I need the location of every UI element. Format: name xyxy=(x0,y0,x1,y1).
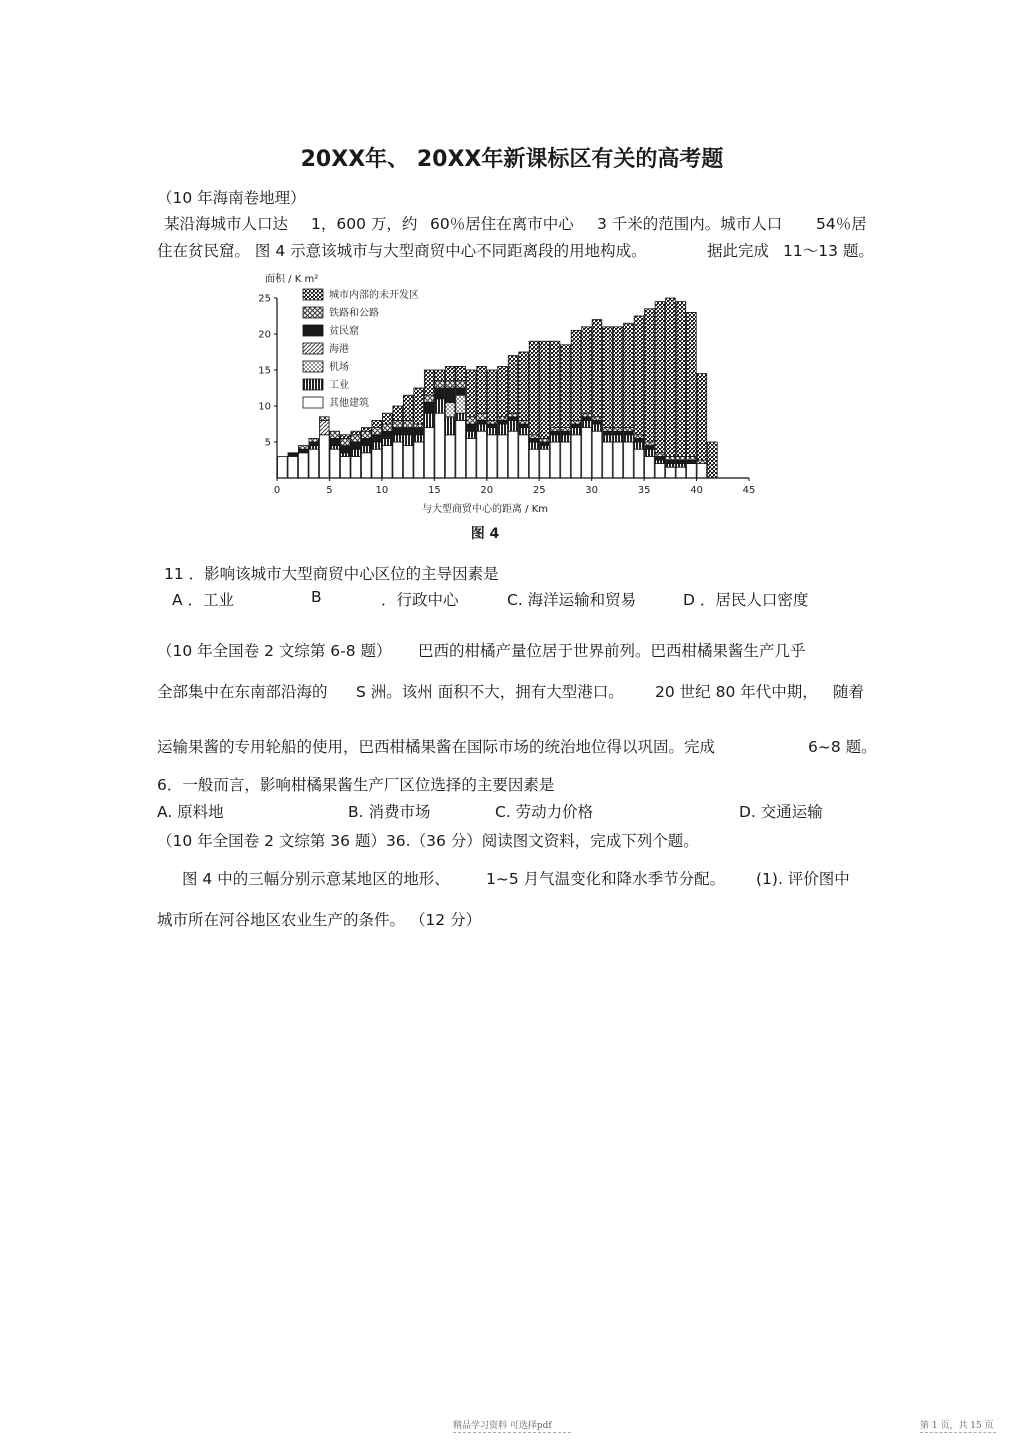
bar-segment xyxy=(435,370,445,381)
bar-segment xyxy=(330,449,340,478)
bar-segment xyxy=(540,446,550,450)
bar-segment xyxy=(477,431,487,478)
bar-segment xyxy=(519,352,529,420)
bar-segment xyxy=(708,442,718,478)
bar-segment xyxy=(676,464,686,468)
y-tick-label: 25 xyxy=(258,293,271,305)
bar-segment xyxy=(424,395,434,402)
bar-segment xyxy=(351,442,361,449)
bar-segment xyxy=(697,464,707,478)
bar-segment xyxy=(624,442,634,478)
bar-segment xyxy=(571,330,581,420)
legend-swatch xyxy=(303,307,323,318)
bar-segment xyxy=(592,420,602,424)
legend-swatch xyxy=(303,325,323,336)
bar-segment xyxy=(340,456,350,478)
bar-segment xyxy=(655,464,665,478)
bar-segment xyxy=(288,453,298,457)
bar-segment xyxy=(571,424,581,428)
q11-option-d: D ．居民人口密度 xyxy=(683,591,809,609)
bar-segment xyxy=(676,456,686,460)
bar-segment xyxy=(603,435,613,442)
bar-segment xyxy=(361,446,371,453)
bar-segment xyxy=(561,428,571,432)
x-tick-label: 25 xyxy=(532,485,546,496)
bar-segment xyxy=(666,460,676,464)
bar-segment xyxy=(624,435,634,442)
bar-segment xyxy=(340,446,350,453)
bar-segment xyxy=(456,413,466,420)
footer-right-rule xyxy=(920,1432,996,1433)
bar-segment xyxy=(477,424,487,431)
bar-segment xyxy=(351,449,361,456)
bar-segment xyxy=(561,431,571,435)
bar-segment xyxy=(529,435,539,439)
legend-label: 机场 xyxy=(329,362,349,373)
bar-segment xyxy=(340,438,350,445)
q6-passage: 全部集中在东南部沿海的 xyxy=(157,683,328,701)
bar-segment xyxy=(645,456,655,478)
bar-segment xyxy=(393,406,403,420)
bar-segment xyxy=(456,388,466,395)
bar-segment xyxy=(361,453,371,478)
bar-segment xyxy=(498,420,508,424)
bar-segment xyxy=(519,428,529,435)
bar-segment xyxy=(550,431,560,435)
q1-text: 据此完成 xyxy=(707,242,770,260)
bar-segment xyxy=(498,417,508,421)
bar-segment xyxy=(550,428,560,432)
x-axis-label: 与大型商贸中心的距离 / Km xyxy=(421,504,549,515)
bar-segment xyxy=(382,438,392,445)
bar-segment xyxy=(445,435,455,478)
bar-segment xyxy=(456,395,466,413)
bar-segment xyxy=(340,435,350,439)
page-title: 20XX年、 20XX年新课标区有关的高考题 xyxy=(300,147,724,172)
bar-segment xyxy=(666,456,676,460)
legend-swatch xyxy=(303,343,323,354)
q1-text: 某沿海城市人口达 xyxy=(164,215,289,233)
bar-segment xyxy=(582,428,592,478)
bar-segment xyxy=(487,428,497,435)
bar-segment xyxy=(456,420,466,478)
bar-segment xyxy=(372,449,382,478)
bar-segment xyxy=(382,424,392,431)
bar-segment xyxy=(655,453,665,457)
bar-segment xyxy=(393,428,403,435)
bar-segment xyxy=(445,388,455,402)
q6-stem: 6．一般而言，影响柑橘果酱生产厂区位选择的主要因素是 xyxy=(157,776,555,794)
q6-passage: 随着 xyxy=(833,683,865,701)
bar-segment xyxy=(298,449,308,453)
y-axis-label: 面积 / K m² xyxy=(265,274,319,285)
bar-segment xyxy=(319,420,329,434)
bar-segment xyxy=(645,442,655,446)
bar-segment xyxy=(687,456,697,460)
bar-segment xyxy=(435,388,445,399)
q6-passage: 6~8 题。 xyxy=(808,738,877,756)
legend-swatch xyxy=(303,379,323,390)
bar-segment xyxy=(519,435,529,478)
legend-label: 城市内部的未开发区 xyxy=(329,290,419,301)
bar-segment xyxy=(466,424,476,431)
bar-segment xyxy=(624,428,634,432)
legend-label: 其他建筑 xyxy=(329,398,369,409)
bar-segment xyxy=(550,341,560,427)
bar-segment xyxy=(529,438,539,442)
bar-segment xyxy=(487,370,497,420)
bar-segment xyxy=(403,446,413,478)
bar-segment xyxy=(424,413,434,427)
y-tick-label: 10 xyxy=(258,401,271,413)
bar-segment xyxy=(550,435,560,442)
bar-segment xyxy=(351,435,361,442)
bar-segment xyxy=(592,431,602,478)
x-tick-label: 15 xyxy=(427,485,441,496)
bar-segment xyxy=(278,456,288,478)
bar-segment xyxy=(414,388,424,424)
bar-segment xyxy=(309,449,319,478)
q6-passage: 运输果酱的专用轮船的使用，巴西柑橘果酱在国际市场的统治地位得以巩固。完成 xyxy=(157,738,716,756)
bar-segment xyxy=(550,442,560,478)
q1-text: 60％居住在离市中心 xyxy=(430,215,574,233)
bar-segment xyxy=(372,420,382,427)
q1-text: 住在贫民窟。 图 4 示意该城市与大型商贸中心不同距离段的用地构成。 xyxy=(157,242,647,260)
q1-source: （10 年海南卷地理） xyxy=(157,189,306,207)
bar-segment xyxy=(687,312,697,456)
bar-segment xyxy=(372,442,382,449)
bar-segment xyxy=(624,323,634,427)
bar-segment xyxy=(393,420,403,427)
bar-segment xyxy=(466,431,476,438)
bar-segment xyxy=(540,341,550,438)
bar-segment xyxy=(697,460,707,464)
bar-segment xyxy=(508,431,518,478)
bar-segment xyxy=(634,435,644,439)
bar-segment xyxy=(613,428,623,432)
bar-segment xyxy=(372,428,382,435)
bar-segment xyxy=(666,464,676,468)
bar-segment xyxy=(330,446,340,450)
q6-passage: S 洲。该州 面积不大，拥有大型港口。 xyxy=(356,683,624,701)
q11-option-b-letter: B xyxy=(311,588,322,606)
footer-page-number: 第 1 页，共 15 页 xyxy=(920,1421,994,1431)
bar-segment xyxy=(309,438,319,442)
bar-segment xyxy=(645,309,655,442)
bar-segment xyxy=(382,431,392,438)
bar-segment xyxy=(414,428,424,435)
bar-segment xyxy=(477,413,487,420)
bar-segment xyxy=(445,381,455,388)
bar-segment xyxy=(424,428,434,478)
bar-segment xyxy=(613,435,623,442)
bar-segment xyxy=(603,431,613,435)
bar-segment xyxy=(466,438,476,478)
bar-segment xyxy=(676,460,686,464)
bar-segment xyxy=(477,366,487,413)
bar-segment xyxy=(487,420,497,424)
bar-segment xyxy=(298,453,308,478)
bar-segment xyxy=(414,442,424,478)
q36-text: 城市所在河谷地区农业生产的条件。 （12 分） xyxy=(157,911,482,929)
q6-passage: 巴西的柑橘产量位居于世界前列。巴西柑橘果酱生产几乎 xyxy=(418,642,806,660)
bar-segment xyxy=(403,435,413,446)
bar-segment xyxy=(624,431,634,435)
bar-segment xyxy=(361,431,371,438)
q6-passage: （10 年全国卷 2 文综第 6-8 题） xyxy=(157,642,392,660)
bar-segment xyxy=(351,456,361,478)
bar-segment xyxy=(498,424,508,435)
bar-segment xyxy=(561,435,571,442)
q36-text: (1). 评价图中 xyxy=(756,870,850,888)
x-tick-label: 40 xyxy=(690,485,703,496)
bar-segment xyxy=(498,366,508,416)
bar-segment xyxy=(540,442,550,446)
legend-label: 贫民窟 xyxy=(329,326,359,337)
q1-text: 3 千米的范围内。城市人口 xyxy=(597,215,783,233)
bar-segment xyxy=(403,428,413,435)
bar-segment xyxy=(445,366,455,380)
bar-segment xyxy=(487,435,497,478)
legend-label: 工业 xyxy=(329,380,349,391)
bar-segment xyxy=(519,420,529,424)
bar-segment xyxy=(687,460,697,464)
bar-segment xyxy=(435,413,445,478)
bar-segment xyxy=(330,438,340,445)
bar-segment xyxy=(592,424,602,431)
bar-segment xyxy=(613,327,623,428)
bar-segment xyxy=(393,435,403,442)
bar-segment xyxy=(540,449,550,478)
q6-option-d: D. 交通运输 xyxy=(739,803,823,821)
bar-segment xyxy=(634,442,644,449)
x-tick-label: 0 xyxy=(273,485,281,496)
y-tick-label: 5 xyxy=(264,437,271,449)
x-tick-label: 5 xyxy=(326,485,333,496)
bar-segment xyxy=(330,431,340,438)
bar-segment xyxy=(435,381,445,388)
bar-segment xyxy=(603,442,613,478)
bar-segment xyxy=(466,417,476,424)
bar-segment xyxy=(529,449,539,478)
bar-segment xyxy=(498,435,508,478)
bar-segment xyxy=(561,345,571,428)
q36-text: 1~5 月气温变化和降水季节分配。 xyxy=(486,870,726,888)
bar-segment xyxy=(487,424,497,428)
y-tick-label: 20 xyxy=(258,329,271,341)
bar-segment xyxy=(613,431,623,435)
bar-segment xyxy=(340,453,350,457)
bar-segment xyxy=(571,420,581,424)
bar-segment xyxy=(361,428,371,432)
bar-segment xyxy=(697,374,707,460)
bar-segment xyxy=(508,420,518,431)
q6-option-a: A. 原料地 xyxy=(157,803,224,821)
bar-segment xyxy=(403,395,413,420)
q1-text: 1，600 万，约 xyxy=(311,215,418,233)
x-tick-label: 30 xyxy=(585,485,599,496)
footer-left-note: 精品学习资料 可选择pdf xyxy=(453,1421,552,1431)
footer-left-rule xyxy=(453,1432,571,1433)
bar-segment xyxy=(508,356,518,414)
q11-option-b: ．行政中心 xyxy=(381,591,459,609)
bar-segment xyxy=(382,413,392,424)
q36-text: 图 4 中的三幅分别示意某地区的地形、 xyxy=(182,870,450,888)
bar-segment xyxy=(319,435,329,478)
bar-segment xyxy=(634,316,644,435)
bar-segment xyxy=(666,298,676,456)
x-tick-label: 20 xyxy=(480,485,494,496)
x-tick-label: 45 xyxy=(742,485,756,496)
bar-segment xyxy=(414,424,424,428)
figure-caption: 图 4 xyxy=(470,526,500,542)
bar-segment xyxy=(466,370,476,417)
bar-segment xyxy=(456,366,466,380)
q6-option-c: C. 劳动力价格 xyxy=(495,803,594,821)
bar-segment xyxy=(676,467,686,478)
bar-segment xyxy=(288,456,298,478)
bar-segment xyxy=(655,456,665,460)
bar-segment xyxy=(634,449,644,478)
bar-segment xyxy=(424,402,434,413)
q1-text: 54％居 xyxy=(816,215,867,233)
bar-segment xyxy=(645,446,655,450)
legend-label: 铁路和公路 xyxy=(329,308,379,319)
bar-segment xyxy=(561,442,571,478)
land-use-stacked-bar-chart xyxy=(255,268,775,548)
bar-segment xyxy=(645,449,655,456)
bar-segment xyxy=(403,420,413,427)
bar-segment xyxy=(676,302,686,457)
bar-segment xyxy=(351,431,361,435)
bar-segment xyxy=(298,446,308,450)
x-tick-label: 35 xyxy=(637,485,651,496)
bar-segment xyxy=(519,424,529,428)
legend-swatch xyxy=(303,289,323,300)
bar-segment xyxy=(508,413,518,417)
q36-header: （10 年全国卷 2 文综第 36 题）36.（36 分）阅读图文资料，完成下列个题。 xyxy=(157,832,699,850)
bar-segment xyxy=(687,464,697,478)
bar-segment xyxy=(435,399,445,413)
legend-label: 海港 xyxy=(329,344,349,355)
bar-segment xyxy=(445,417,455,435)
bar-segment xyxy=(529,442,539,449)
bar-segment xyxy=(592,417,602,421)
bar-segment xyxy=(456,381,466,388)
bar-segment xyxy=(582,417,592,421)
bar-segment xyxy=(372,435,382,442)
bar-segment xyxy=(634,438,644,442)
bar-segment xyxy=(424,370,434,395)
q11-option-c: C. 海洋运输和贸易 xyxy=(507,591,637,609)
bar-segment xyxy=(592,320,602,417)
bar-segment xyxy=(603,428,613,432)
bar-segment xyxy=(582,420,592,427)
bar-segment xyxy=(309,442,319,446)
legend-swatch xyxy=(303,397,323,408)
bar-segment xyxy=(582,413,592,417)
bar-segment xyxy=(571,428,581,435)
bar-segment xyxy=(571,435,581,478)
bar-segment xyxy=(361,438,371,445)
bar-segment xyxy=(309,446,319,450)
q6-passage: 20 世纪 80 年代中期， xyxy=(655,683,818,701)
bar-segment xyxy=(508,417,518,421)
bar-segment xyxy=(655,460,665,464)
q11-stem: 11 ．影响该城市大型商贸中心区位的主导因素是 xyxy=(164,565,499,583)
q6-option-b: B. 消费市场 xyxy=(348,803,431,821)
q1-text: 11～13 题。 xyxy=(783,242,874,260)
bar-segment xyxy=(529,341,539,435)
bar-segment xyxy=(319,417,329,421)
bar-segment xyxy=(666,467,676,478)
legend-swatch xyxy=(303,361,323,372)
bar-segment xyxy=(414,435,424,442)
bar-segment xyxy=(393,442,403,478)
bar-segment xyxy=(603,327,613,428)
bar-segment xyxy=(655,302,665,453)
bar-segment xyxy=(540,438,550,442)
q11-option-a: A ．工业 xyxy=(172,591,235,609)
bar-segment xyxy=(477,420,487,424)
y-tick-label: 15 xyxy=(258,365,271,377)
bar-segment xyxy=(382,446,392,478)
bar-segment xyxy=(445,402,455,416)
bar-segment xyxy=(582,327,592,413)
bar-segment xyxy=(613,442,623,478)
x-tick-label: 10 xyxy=(375,485,389,496)
